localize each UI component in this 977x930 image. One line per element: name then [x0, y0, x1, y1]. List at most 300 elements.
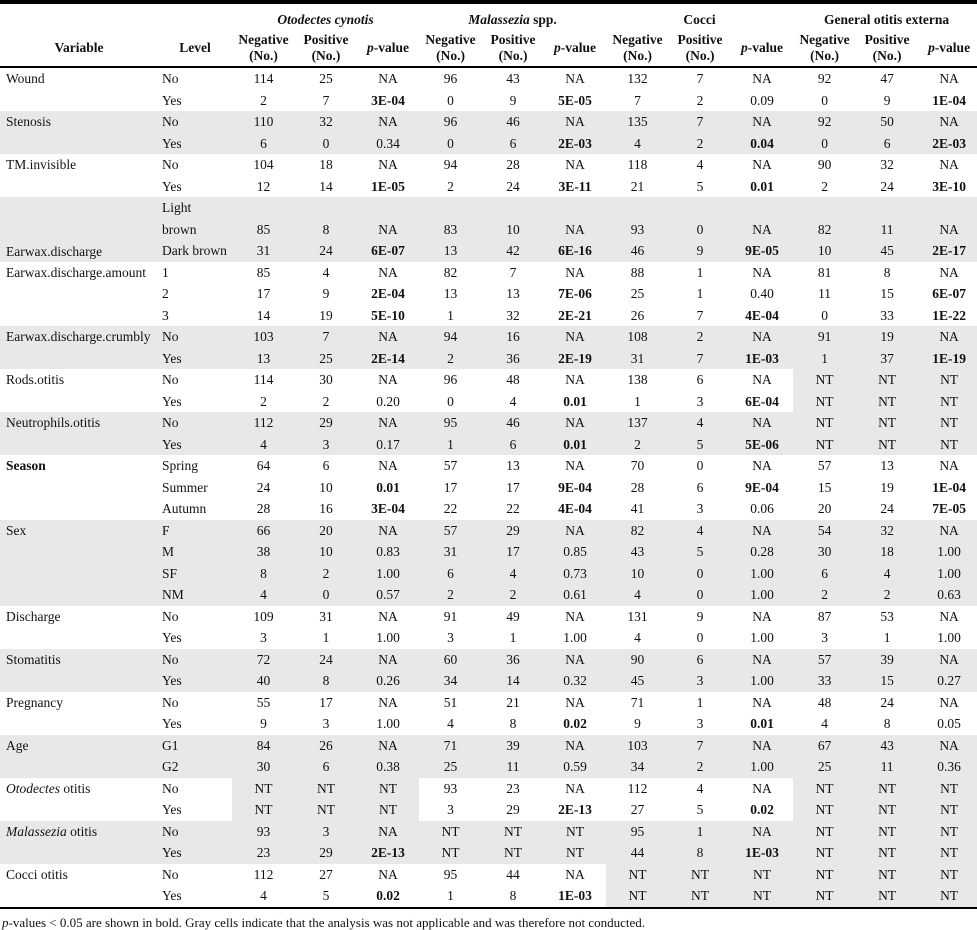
- value-cell: NA: [565, 608, 585, 624]
- not-tested-cell: NT: [669, 864, 731, 886]
- value-cell: 2: [696, 92, 704, 108]
- variable-cell: Cocci otitis: [6, 866, 68, 882]
- not-tested-cell: NT: [793, 821, 856, 843]
- value-cell: 4: [232, 434, 295, 456]
- value-cell: 20: [817, 501, 832, 517]
- value-cell: 0: [295, 584, 357, 606]
- value-cell: NA: [357, 197, 419, 240]
- value-cell: 0.61: [544, 584, 606, 606]
- value-cell: 29: [506, 802, 520, 818]
- value-cell: 2E-03: [918, 133, 977, 155]
- variable-cell: Malassezia otitis: [0, 821, 158, 864]
- value-cell: 1.00: [750, 630, 774, 646]
- value-cell: 9E-05: [731, 240, 793, 262]
- value-cell: 1E-04: [932, 479, 966, 495]
- value-cell: 9: [509, 92, 517, 108]
- value-cell: 82: [443, 264, 458, 280]
- value-cell: NA: [939, 694, 959, 710]
- value-cell: NA: [357, 326, 419, 348]
- value-cell: NA: [731, 821, 793, 843]
- value-cell: 1.00: [937, 630, 961, 646]
- value-cell: 10: [482, 197, 544, 240]
- value-cell: 13: [506, 286, 520, 302]
- value-cell: 7E-06: [558, 286, 592, 302]
- value-cell: 1: [447, 307, 454, 323]
- value-cell: 43: [606, 541, 669, 563]
- value-cell: 9: [634, 716, 641, 732]
- value-cell: 0.85: [544, 541, 606, 563]
- value-cell: 0: [447, 92, 454, 108]
- not-tested-cell: NT: [856, 799, 918, 821]
- table-row: [0, 262, 977, 284]
- value-cell: 46: [606, 240, 669, 262]
- value-cell: 21: [630, 178, 645, 194]
- variable-cell: Stomatitis: [0, 649, 158, 692]
- not-tested-cell: NT: [918, 842, 977, 864]
- value-cell: NA: [565, 694, 585, 710]
- column-header: Positive (No.): [490, 32, 536, 63]
- not-tested-cell: NT: [918, 799, 977, 821]
- value-cell: 4: [669, 520, 731, 542]
- value-cell: 5: [696, 178, 704, 194]
- level-cell: Yes: [162, 178, 182, 194]
- value-cell: 4: [482, 563, 544, 585]
- value-cell: NA: [939, 264, 959, 280]
- value-cell: 39: [482, 735, 544, 757]
- not-tested-cell: NT: [606, 885, 669, 908]
- value-cell: 6: [419, 563, 482, 585]
- value-cell: 0: [447, 393, 454, 409]
- variable-cell: Rods.otitis: [6, 372, 65, 387]
- value-cell: 2E-03: [544, 133, 606, 155]
- value-cell: NA: [939, 71, 959, 87]
- value-cell: NA: [357, 821, 419, 843]
- value-cell: NA: [918, 735, 977, 757]
- value-cell: 41: [630, 501, 645, 517]
- value-cell: 13: [443, 286, 458, 302]
- value-cell: 114: [253, 372, 274, 388]
- value-cell: 1E-03: [731, 842, 793, 864]
- not-tested-cell: NT: [793, 885, 856, 908]
- value-cell: 1: [696, 286, 704, 302]
- value-cell: 72: [232, 649, 295, 671]
- value-cell: NA: [357, 735, 419, 757]
- value-cell: 27: [630, 802, 645, 818]
- value-cell: 17: [256, 286, 271, 302]
- value-cell: 4: [232, 584, 295, 606]
- value-cell: 9: [322, 286, 330, 302]
- value-cell: 36: [482, 348, 544, 370]
- value-cell: 24: [506, 178, 520, 194]
- value-cell: 57: [443, 458, 458, 474]
- value-cell: NA: [731, 197, 793, 240]
- value-cell: 46: [482, 111, 544, 133]
- value-cell: NA: [565, 866, 585, 882]
- value-cell: 132: [627, 71, 648, 87]
- level-cell: No: [162, 694, 179, 710]
- value-cell: 64: [256, 458, 271, 474]
- value-cell: NA: [544, 111, 606, 133]
- value-cell: 6: [696, 479, 704, 495]
- value-cell: 0.32: [544, 670, 606, 692]
- not-tested-cell: NT: [856, 369, 918, 391]
- value-cell: 6: [322, 458, 330, 474]
- not-tested-cell: NT: [295, 778, 357, 800]
- value-cell: 1E-03: [731, 348, 793, 370]
- value-cell: NA: [565, 372, 585, 388]
- value-cell: 25: [630, 286, 645, 302]
- value-cell: 2: [447, 178, 454, 194]
- value-cell: 25: [319, 71, 333, 87]
- value-cell: 7: [322, 92, 330, 108]
- level-cell: No: [158, 821, 232, 843]
- value-cell: 9E-04: [745, 479, 779, 495]
- value-cell: 112: [253, 866, 274, 882]
- value-cell: 24: [295, 240, 357, 262]
- footnote: [0, 909, 977, 930]
- column-header: p-value: [367, 40, 410, 55]
- value-cell: 60: [419, 649, 482, 671]
- value-cell: 24: [295, 649, 357, 671]
- value-cell: 137: [606, 412, 669, 434]
- value-cell: 2E-19: [544, 348, 606, 370]
- value-cell: 23: [506, 780, 520, 796]
- level-cell: Spring: [162, 458, 199, 473]
- level-cell: No: [162, 780, 179, 796]
- not-tested-cell: NT: [232, 799, 295, 821]
- value-cell: 1.00: [376, 630, 400, 646]
- value-cell: 1: [322, 630, 330, 646]
- level-cell: 3: [162, 307, 169, 323]
- value-cell: 4: [696, 157, 704, 173]
- value-cell: NA: [378, 372, 398, 388]
- value-cell: 1.00: [918, 563, 977, 585]
- value-cell: 7: [696, 71, 704, 87]
- value-cell: 29: [295, 412, 357, 434]
- value-cell: 2E-04: [371, 286, 405, 302]
- not-tested-cell: NT: [793, 842, 856, 864]
- value-cell: NA: [544, 197, 606, 240]
- level-cell: Yes: [162, 630, 182, 645]
- value-cell: 95: [419, 412, 482, 434]
- value-cell: NA: [544, 649, 606, 671]
- value-cell: 4: [634, 630, 641, 646]
- level-cell: No: [162, 866, 179, 882]
- value-cell: 32: [295, 111, 357, 133]
- table-row: [0, 864, 977, 886]
- not-tested-cell: NT: [357, 799, 419, 821]
- value-cell: 2E-13: [357, 842, 419, 864]
- level-cell: Summer: [162, 479, 208, 495]
- value-cell: 6E-07: [932, 286, 966, 302]
- value-cell: NA: [752, 694, 772, 710]
- value-cell: 0.01: [563, 393, 587, 409]
- value-cell: 4: [606, 584, 669, 606]
- value-cell: NA: [357, 649, 419, 671]
- level-cell: Yes: [162, 393, 182, 409]
- not-tested-cell: NT: [918, 885, 977, 908]
- value-cell: 6: [482, 133, 544, 155]
- value-cell: 8: [509, 716, 517, 732]
- value-cell: 12: [256, 178, 271, 194]
- not-tested-cell: NT: [482, 821, 544, 843]
- value-cell: 11: [482, 756, 544, 778]
- value-cell: 0.63: [918, 584, 977, 606]
- table-row: [0, 606, 977, 628]
- value-cell: NA: [731, 111, 793, 133]
- value-cell: 112: [232, 412, 295, 434]
- value-cell: 0.57: [357, 584, 419, 606]
- value-cell: 4: [509, 393, 517, 409]
- value-cell: 91: [793, 326, 856, 348]
- not-tested-cell: NT: [856, 885, 918, 908]
- value-cell: 16: [482, 326, 544, 348]
- not-tested-cell: NT: [918, 412, 977, 434]
- value-cell: NA: [565, 458, 585, 474]
- variable-cell: Neutrophils.otitis: [0, 412, 158, 455]
- not-tested-cell: NT: [232, 778, 295, 800]
- level-cell: No: [158, 326, 232, 348]
- value-cell: 14: [319, 178, 333, 194]
- level-cell: No: [162, 71, 179, 86]
- column-header: p-value: [928, 40, 971, 55]
- value-cell: 0.09: [750, 92, 774, 108]
- table-row: [0, 692, 977, 714]
- value-cell: 93: [606, 197, 669, 240]
- value-cell: 8: [883, 716, 891, 732]
- value-cell: 1: [634, 393, 641, 409]
- table-row: [0, 111, 977, 133]
- level-cell: Yes: [158, 133, 232, 155]
- value-cell: 0.02: [376, 888, 400, 904]
- table-row: [0, 735, 977, 757]
- value-cell: 16: [319, 501, 333, 517]
- value-cell: 3E-04: [371, 501, 405, 517]
- value-cell: NA: [378, 157, 398, 173]
- not-tested-cell: NT: [731, 885, 793, 908]
- footnote-italic-p: p: [2, 914, 9, 930]
- value-cell: 31: [232, 240, 295, 262]
- value-cell: 0: [696, 458, 704, 474]
- level-cell: Yes: [162, 802, 182, 817]
- value-cell: 31: [319, 608, 333, 624]
- value-cell: 1.00: [731, 584, 793, 606]
- value-cell: NA: [918, 649, 977, 671]
- value-cell: 11: [856, 756, 918, 778]
- value-cell: 0.05: [937, 716, 961, 732]
- not-tested-cell: NT: [793, 778, 856, 800]
- table-row: [0, 412, 977, 434]
- value-cell: 6: [696, 372, 704, 388]
- value-cell: 57: [817, 458, 832, 474]
- value-cell: NA: [939, 608, 959, 624]
- table-body: [0, 67, 977, 908]
- value-cell: 40: [232, 670, 295, 692]
- value-cell: 103: [606, 735, 669, 757]
- value-cell: 2E-21: [558, 307, 592, 323]
- not-tested-cell: NT: [918, 778, 977, 800]
- value-cell: 14: [256, 307, 271, 323]
- value-cell: NA: [378, 458, 398, 474]
- value-cell: 0.26: [357, 670, 419, 692]
- table-row: [0, 154, 977, 176]
- value-cell: 17: [319, 694, 333, 710]
- variable-cell: Stenosis: [0, 111, 158, 154]
- not-tested-cell: NT: [606, 864, 669, 886]
- value-cell: 2: [482, 584, 544, 606]
- value-cell: 9: [883, 92, 891, 108]
- value-cell: NA: [752, 372, 772, 388]
- table-row: [0, 67, 977, 90]
- value-cell: 45: [606, 670, 669, 692]
- value-cell: 1.00: [563, 630, 587, 646]
- value-cell: 1E-05: [371, 178, 405, 194]
- value-cell: 28: [506, 157, 520, 173]
- value-cell: 0.01: [544, 434, 606, 456]
- column-header: p-value: [741, 40, 784, 55]
- value-cell: 0: [669, 563, 731, 585]
- value-cell: 0.28: [731, 541, 793, 563]
- not-tested-cell: NT: [793, 799, 856, 821]
- not-tested-cell: NT: [918, 864, 977, 886]
- header-level: Level: [179, 40, 211, 55]
- value-cell: 6: [295, 756, 357, 778]
- value-cell: 1: [669, 821, 731, 843]
- level-cell: Dark brown: [158, 240, 232, 262]
- value-cell: 7: [634, 92, 641, 108]
- value-cell: 54: [793, 520, 856, 542]
- value-cell: 9: [260, 716, 267, 732]
- level-cell: No: [162, 157, 179, 172]
- value-cell: 87: [817, 608, 832, 624]
- value-cell: 138: [627, 372, 648, 388]
- value-cell: 19: [319, 307, 333, 323]
- value-cell: 38: [232, 541, 295, 563]
- value-cell: 30: [793, 541, 856, 563]
- value-cell: 2: [260, 393, 267, 409]
- column-header: Negative (No.): [238, 32, 289, 63]
- value-cell: 36: [482, 649, 544, 671]
- value-cell: 0.01: [750, 178, 774, 194]
- value-cell: 48: [506, 372, 520, 388]
- value-cell: 114: [253, 71, 274, 87]
- value-cell: NA: [731, 412, 793, 434]
- value-cell: 14: [482, 670, 544, 692]
- value-cell: 7: [669, 348, 731, 370]
- value-cell: 71: [419, 735, 482, 757]
- not-tested-cell: NT: [731, 864, 793, 886]
- value-cell: 110: [232, 111, 295, 133]
- value-cell: 1.00: [376, 716, 400, 732]
- level-cell: G1: [158, 735, 232, 757]
- value-cell: NA: [731, 735, 793, 757]
- value-cell: 26: [630, 307, 645, 323]
- column-header: Positive (No.): [677, 32, 723, 63]
- value-cell: 71: [630, 694, 645, 710]
- value-cell: 13: [419, 240, 482, 262]
- value-cell: 18: [319, 157, 333, 173]
- value-cell: 13: [232, 348, 295, 370]
- level-cell: Yes: [162, 716, 182, 731]
- value-cell: 17: [482, 541, 544, 563]
- value-cell: 24: [880, 694, 894, 710]
- value-cell: 7: [669, 735, 731, 757]
- value-cell: NA: [544, 412, 606, 434]
- value-cell: 22: [443, 501, 458, 517]
- level-cell: Yes: [158, 348, 232, 370]
- not-tested-cell: NT: [856, 778, 918, 800]
- value-cell: 90: [817, 157, 832, 173]
- value-cell: 30: [232, 756, 295, 778]
- value-cell: 1.00: [731, 670, 793, 692]
- value-cell: 0: [669, 584, 731, 606]
- value-cell: 104: [253, 157, 274, 173]
- value-cell: 22: [506, 501, 520, 517]
- level-cell: No: [162, 608, 179, 624]
- value-cell: NA: [565, 157, 585, 173]
- group-header-cocci: Cocci: [683, 12, 716, 27]
- level-cell: Light brown: [158, 197, 232, 240]
- level-cell: No: [158, 649, 232, 671]
- value-cell: 92: [793, 111, 856, 133]
- value-cell: NA: [357, 412, 419, 434]
- value-cell: NA: [544, 520, 606, 542]
- value-cell: 17: [506, 479, 520, 495]
- value-cell: 5: [669, 541, 731, 563]
- value-cell: 20: [295, 520, 357, 542]
- value-cell: 3E-11: [558, 178, 592, 194]
- value-cell: NA: [752, 71, 772, 87]
- value-cell: 5E-05: [558, 92, 592, 108]
- footnote-text: -values < 0.05 are shown in bold. Gray cells indicate that the analysis was not applicable and was therefore not conducted.: [8, 914, 646, 930]
- level-cell: M: [158, 541, 232, 563]
- value-cell: 31: [606, 348, 669, 370]
- value-cell: 112: [627, 780, 648, 796]
- value-cell: 2E-13: [558, 802, 592, 818]
- value-cell: 0.36: [918, 756, 977, 778]
- value-cell: 32: [880, 157, 894, 173]
- value-cell: 6: [669, 649, 731, 671]
- value-cell: 67: [793, 735, 856, 757]
- value-cell: NA: [918, 111, 977, 133]
- level-cell: No: [158, 111, 232, 133]
- value-cell: 26: [295, 735, 357, 757]
- not-tested-cell: NT: [918, 391, 977, 413]
- value-cell: 0.34: [357, 133, 419, 155]
- value-cell: 11: [856, 197, 918, 240]
- value-cell: 70: [630, 458, 645, 474]
- column-header: Positive (No.): [303, 32, 349, 63]
- value-cell: 96: [419, 111, 482, 133]
- group-header-malassezia: Malassezia spp.: [468, 12, 557, 27]
- value-cell: NA: [378, 264, 398, 280]
- value-cell: 3: [696, 393, 704, 409]
- value-cell: 57: [419, 520, 482, 542]
- value-cell: NA: [918, 326, 977, 348]
- value-cell: 2: [669, 326, 731, 348]
- value-cell: 2: [322, 393, 330, 409]
- value-cell: 1E-03: [558, 888, 592, 904]
- value-cell: 25: [793, 756, 856, 778]
- level-cell: Yes: [158, 842, 232, 864]
- level-cell: Yes: [162, 92, 182, 108]
- value-cell: 17: [443, 479, 458, 495]
- value-cell: 8: [669, 842, 731, 864]
- value-cell: 3: [322, 716, 330, 732]
- value-cell: 2: [260, 92, 267, 108]
- column-header: Positive (No.): [864, 32, 910, 63]
- column-header: Negative (No.): [612, 32, 663, 63]
